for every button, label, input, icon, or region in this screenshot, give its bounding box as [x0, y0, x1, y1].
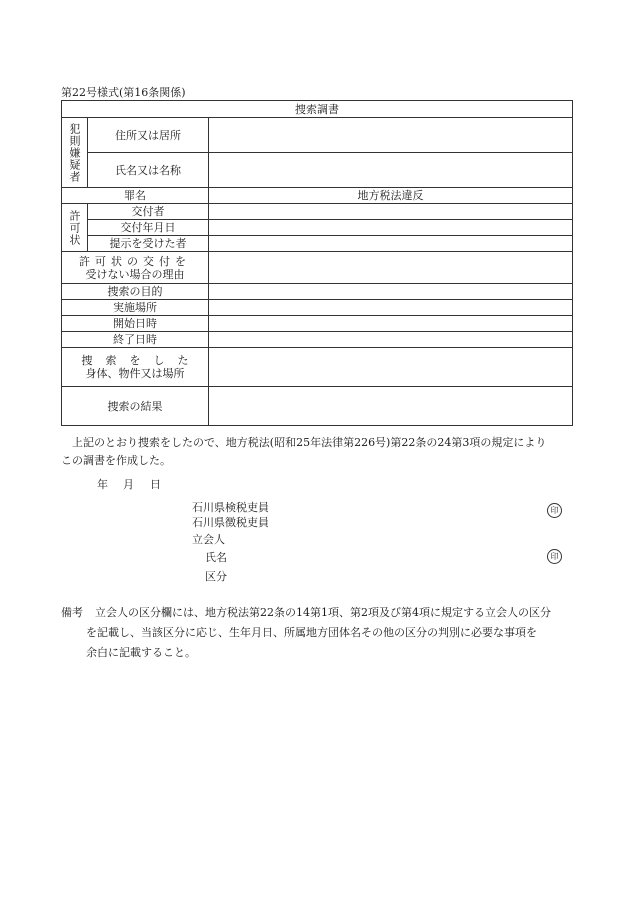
issuer-label: 交付者 [88, 204, 209, 220]
remarks-line1: 立会人の区分欄には、地方税法第22条の14第1項、第2項及び第4項に規定する立会人の区分 [95, 606, 551, 619]
statement [61, 434, 577, 470]
purpose-value[interactable] [209, 284, 573, 300]
name-value[interactable] [209, 153, 573, 188]
result-label: 捜索の結果 [62, 387, 209, 426]
suspect-label: 犯則嫌疑者 [68, 122, 81, 183]
issue-date-label: 交付年月日 [88, 220, 209, 236]
date-year: 年 [97, 478, 108, 491]
seal-mark-1: 印 [547, 503, 562, 518]
issue-date-value[interactable] [209, 220, 573, 236]
no-delivery-reason-line1: 許可状の交付を [79, 254, 191, 268]
remarks [61, 603, 579, 663]
start-label: 開始日時 [62, 316, 209, 332]
remarks-line2: を記載し、当該区分に応じ、生年月日、所属地方団体名その他の区分の判別に必要な事項を [86, 626, 537, 639]
address-label: 住所又は居所 [88, 118, 209, 153]
searched-line1: 捜索をした [81, 354, 202, 367]
form-number: 第22号様式(第16条関係) [61, 86, 186, 99]
end-value[interactable] [209, 332, 573, 348]
suspect-label-cell [62, 118, 88, 188]
name-label: 氏名又は名称 [88, 153, 209, 188]
offense-label: 罪名 [62, 188, 209, 204]
remarks-line3: 余白に記載すること。 [86, 646, 196, 659]
no-delivery-reason-value[interactable] [209, 252, 573, 284]
presented-to-label: 提示を受けた者 [88, 236, 209, 252]
warrant-label: 許可状 [68, 209, 81, 246]
remarks-label: 備考 [61, 606, 83, 619]
witness-name-label: 氏名 [205, 551, 227, 564]
result-value[interactable] [209, 387, 573, 426]
seal-mark-2: 印 [547, 549, 562, 564]
end-label: 終了日時 [62, 332, 209, 348]
no-delivery-reason-label [62, 252, 209, 284]
searched-label [62, 348, 209, 387]
presented-to-value[interactable] [209, 236, 573, 252]
witness-category-label: 区分 [205, 570, 227, 583]
statement-line2: この調書を作成した。 [61, 454, 171, 467]
issuer-value[interactable] [209, 204, 573, 220]
inspector-label: 石川県検税吏員 [192, 501, 269, 514]
witness-label: 立会人 [192, 533, 225, 546]
searched-line2: 身体、物件又は場所 [85, 367, 185, 380]
warrant-label-cell [62, 204, 88, 252]
place-value[interactable] [209, 300, 573, 316]
statement-line1: 上記のとおり捜索をしたので、地方税法(昭和25年法律第226号)第22条の24第3項の規定により [72, 436, 547, 449]
offense-value: 地方税法違反 [209, 188, 573, 204]
date-day: 日 [150, 478, 161, 491]
search-record-table [61, 100, 573, 426]
start-value[interactable] [209, 316, 573, 332]
no-delivery-reason-line2: 受けない場合の理由 [85, 267, 185, 281]
purpose-label: 捜索の目的 [62, 284, 209, 300]
place-label: 実施場所 [62, 300, 209, 316]
searched-value[interactable] [209, 348, 573, 387]
address-value[interactable] [209, 118, 573, 153]
date-month: 月 [123, 478, 134, 491]
collector-label: 石川県徴税吏員 [192, 516, 269, 529]
table-title: 捜索調書 [62, 101, 573, 118]
